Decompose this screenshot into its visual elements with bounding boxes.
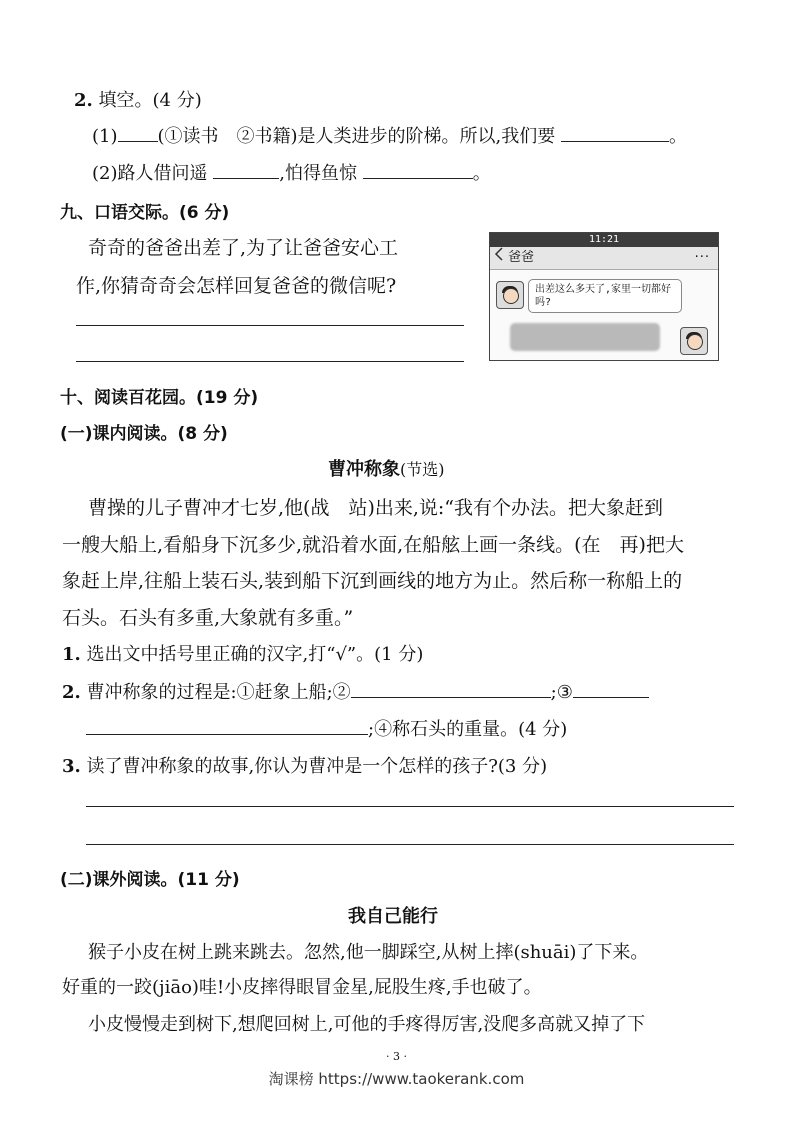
page-number: · 3 · [386, 1050, 407, 1063]
answer-blank[interactable] [573, 679, 649, 698]
q10-3: 3. 读了曹冲称象的故事,你认为曹冲是一个怎样的孩子?(3 分) [62, 756, 548, 777]
answer-blank[interactable] [86, 716, 368, 735]
q10-1: 1. 选出文中括号里正确的汉字,打“√”。(1 分) [62, 644, 424, 665]
answer-blank[interactable] [363, 160, 473, 179]
passage1-title: 曹冲称象(节选) [328, 459, 445, 480]
q8-2-line1: (1) (①读书 ②书籍)是人类进步的阶梯。所以,我们要 。 [92, 122, 687, 148]
passage1-line: 曹操的儿子曹冲才七岁,他(战 站)出来,说:“我有个办法。把大象赶到 [88, 497, 664, 519]
q10-2-cont: ;④称石头的重量。(4 分) [86, 715, 567, 741]
answer-line[interactable] [86, 806, 734, 807]
q8-2-line2: (2)路人借问遥 ,怕得鱼惊 。 [92, 159, 491, 185]
chat-header [490, 247, 718, 270]
phone-time: 11:21 [588, 234, 620, 245]
section9-prompt-line1: 奇奇的爸爸出差了,为了让爸爸安心工 [88, 237, 399, 259]
wechat-screenshot [489, 232, 719, 361]
passage1-line: 象赶上岸,往船上装石头,装到船下沉到画线的地方为止。然后称一称船上的 [62, 570, 683, 592]
passage2-line: 猴子小皮在树上跳来跳去。忽然,他一脚踩空,从树上摔(shuāi)了下来。 [88, 942, 649, 963]
more-icon[interactable]: ··· [694, 250, 710, 265]
chat-contact-name: 爸爸 [508, 250, 535, 265]
answer-blank[interactable] [118, 123, 158, 142]
kid-avatar [680, 327, 708, 355]
passage1-line: 石头。石头有多重,大象就有多重。” [62, 607, 354, 629]
passage1-line: 一艘大船上,看船身下沉多少,就沿着水面,在船舷上画一条线。(在 再)把大 [62, 534, 684, 556]
section10-title: 十、阅读百花园。(19 分) [60, 388, 259, 408]
passage2-title: 我自己能行 [348, 906, 438, 927]
answer-line[interactable] [86, 844, 734, 845]
answer-blank[interactable] [213, 160, 279, 179]
dad-avatar [496, 281, 524, 309]
q10-2: 2. 曹冲称象的过程是:①赶象上船;② ;③ [62, 678, 649, 704]
answer-blank[interactable] [351, 679, 551, 698]
watermark: 淘课榜 https://www.taokerank.com [268, 1070, 525, 1088]
chevron-left-icon[interactable] [494, 247, 504, 269]
passage2-line: 小皮慢慢走到树下,想爬回树上,可他的手疼得厉害,没爬多高就又掉了下 [88, 1014, 646, 1035]
answer-line[interactable] [76, 361, 464, 362]
section9-title: 九、口语交际。(6 分) [60, 203, 230, 223]
q8-2-heading: 2. 填空。(4 分) [74, 90, 202, 111]
passage2-line: 好重的一跤(jiāo)哇!小皮摔得眼冒金星,屁股生疼,手也破了。 [62, 977, 542, 998]
part2-title: (二)课外阅读。(11 分) [60, 870, 240, 890]
dad-message-bubble: 出差这么多天了,家里一切都好吗? [528, 279, 682, 313]
reply-bubble-blurred [510, 323, 660, 351]
phone-status-bar [490, 233, 718, 247]
answer-line[interactable] [76, 325, 464, 326]
answer-blank[interactable] [561, 123, 669, 142]
part1-title: (一)课内阅读。(8 分) [60, 424, 228, 444]
section9-prompt-line2: 作,你猜奇奇会怎样回复爸爸的微信呢? [76, 275, 397, 297]
